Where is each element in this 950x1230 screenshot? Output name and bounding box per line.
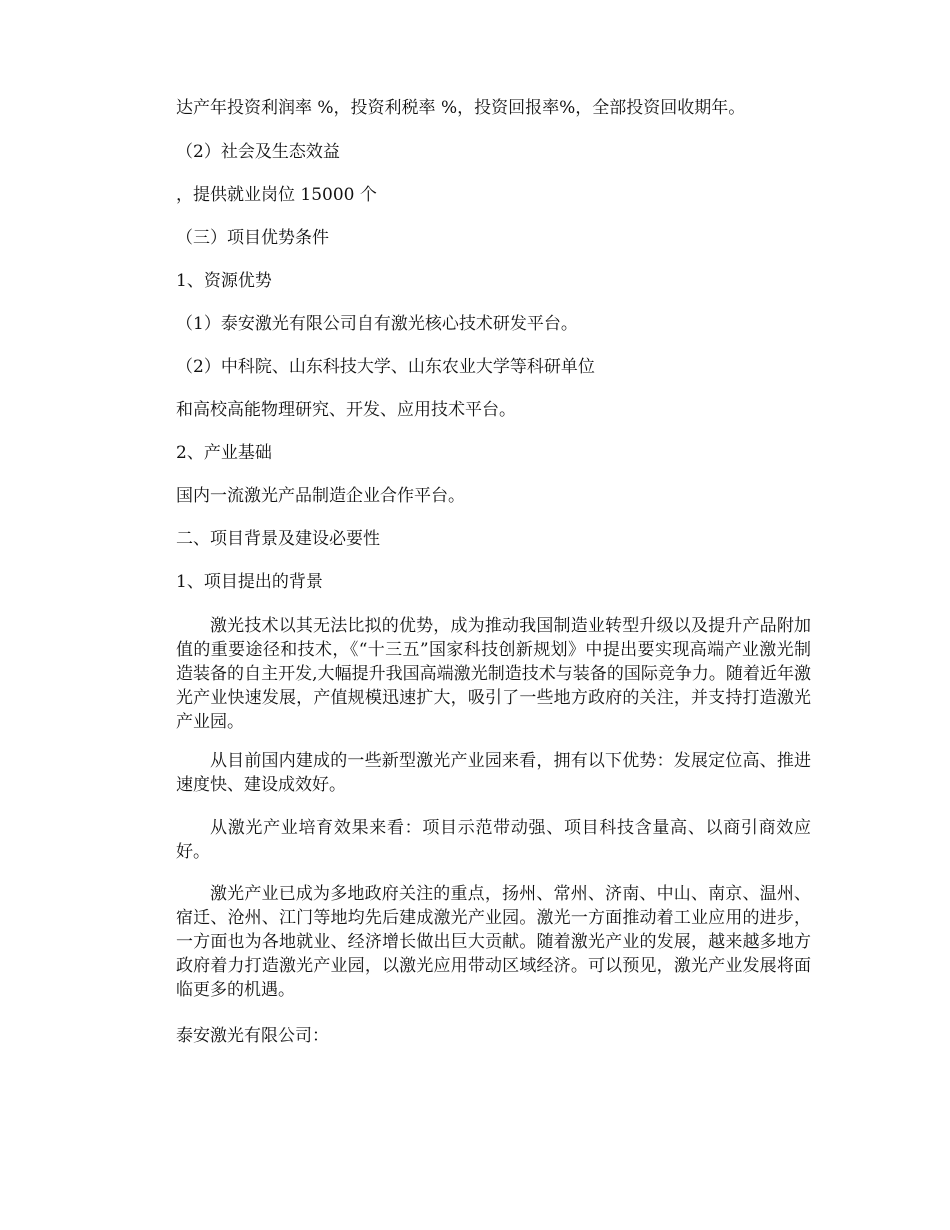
project-advantages-heading: （三）项目优势条件 [176,228,329,248]
resource-advantage-heading: 1、资源优势 [176,271,272,291]
industrial-base-text: 国内一流激光产品制造企业合作平台。 [176,486,465,506]
section-two-heading: 二、项目背景及建设必要性 [176,529,380,549]
paragraph-laser-technology: 激光技术以其无法比拟的优势，成为推动我国制造业转型升级以及提升产品附加值的重要途径和技术，《“十三五”国家科技创新规划》中提出要实现高端产业激光制造装备的自主开发,大幅提升我国高端激光制造技术与装备的国际竞争力。随着近年激光产业快速发展，产值规模迅速扩大，吸引了一些地方政府的关注，并支持打造激光产业园。 [176,616,811,732]
employment-line: ，提供就业岗位 15000 个 [176,185,377,205]
paragraph-cultivation-effects: 从激光产业培育效果来看：项目示范带动强、项目科技含量高、以商引商效应好。 [176,818,811,862]
investment-metrics-line: 达产年投资利润率 %，投资利税率 %，投资回报率%，全部投资回收期年。 [176,98,746,118]
company-closing-line: 泰安激光有限公司： [176,1026,329,1046]
social-ecological-benefits-heading: （2）社会及生态效益 [176,142,340,162]
paragraph-local-governments: 激光产业已成为多地政府关注的重点，扬州、常州、济南、中山、南京、温州、宿迁、沧州、江门等地均先后建成激光产业园。激光一方面推动着工业应用的进步，一方面也为各地就业、经济增长做出巨大贡献。随着激光产业的发展，越来越多地方政府着力打造激光产业园，以激光应用带动区域经济。可以预见，激光产业发展将面临更多的机遇。 [176,884,811,1000]
resource-item-1: （1）泰安激光有限公司自有激光核心技术研发平台。 [176,314,578,334]
resource-item-2: （2）中科院、山东科技大学、山东农业大学等科研单位 [176,357,595,377]
paragraph-park-advantages: 从目前国内建成的一些新型激光产业园来看，拥有以下优势：发展定位高、推进速度快、建设成效好。 [176,751,811,795]
industrial-base-heading: 2、产业基础 [176,443,272,463]
background-subheading: 1、项目提出的背景 [176,572,323,592]
resource-item-2-continued: 和高校高能物理研究、开发、应用技术平台。 [176,400,516,420]
